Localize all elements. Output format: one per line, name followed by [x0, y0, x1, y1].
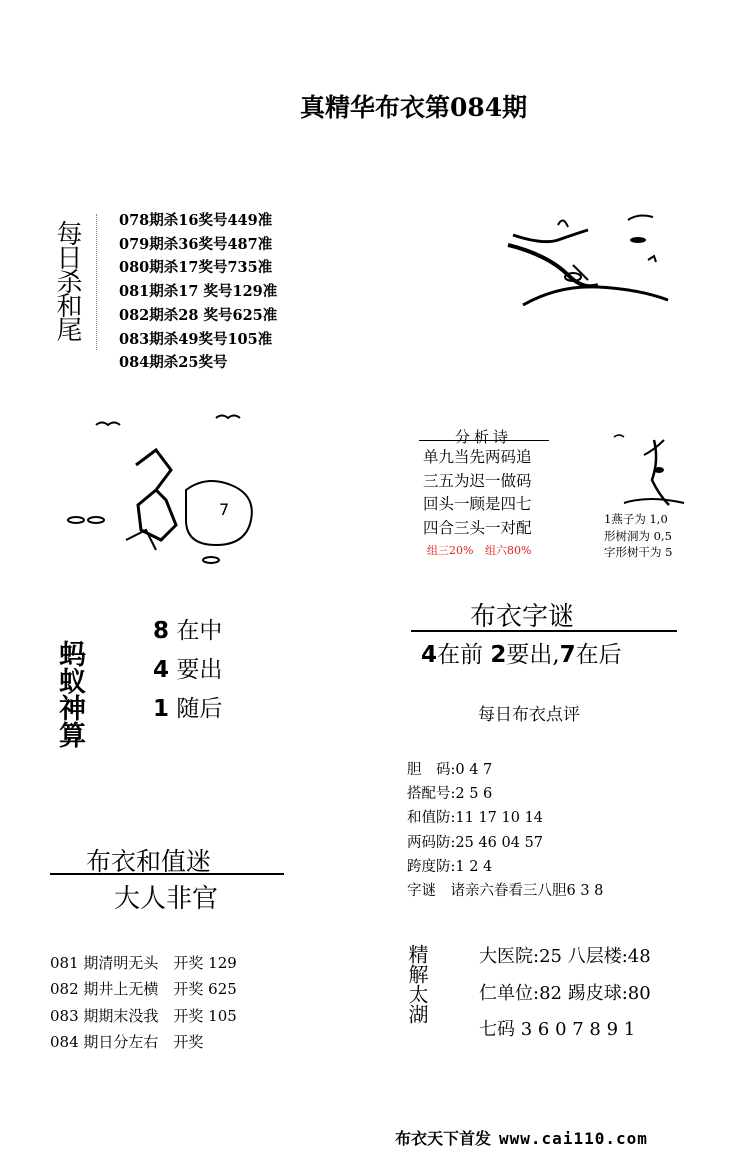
poem-title: 分析诗: [455, 428, 513, 446]
list-item: 和值防:11 17 10 14: [407, 810, 544, 827]
list-item: 083 期期末没我 开奖 105: [50, 1006, 237, 1025]
list-item: 078期杀16奖号449准: [119, 212, 273, 229]
list-item: 079期杀36奖号487准: [119, 235, 273, 253]
ant-calc-label: 蚂蚁神算: [54, 640, 85, 748]
review-list: [407, 758, 603, 903]
poem-line: 四合三头一对配: [423, 518, 532, 537]
daily-kill-list: [119, 209, 277, 375]
daily-kill-label: 每日杀和尾: [52, 220, 82, 340]
riddle-title: 布衣字谜: [470, 602, 575, 632]
list-item: 8 在中: [153, 618, 223, 644]
riddle-text: 4在前 2要出,7在后: [421, 642, 622, 668]
list-item: 082 期井上无横 开奖 625: [50, 980, 237, 999]
list-item: 大医院:25 八层楼:48: [479, 946, 651, 967]
list-item: 1 随后: [153, 696, 223, 722]
tree-illustration: [488, 205, 688, 320]
list-item: 083期杀49奖号105准: [119, 330, 273, 348]
small-tree-illustration: [604, 425, 694, 510]
ant-calc-list: [153, 612, 222, 729]
note-line: 形树洞为 0,5: [604, 528, 672, 543]
list-item: 084 期日分左右 开奖: [50, 1032, 204, 1051]
svg-text:7: 7: [219, 500, 230, 519]
list-item: 跨度防:1 2 4: [407, 858, 493, 875]
list-item: 两码防:25 46 04 57: [407, 834, 544, 851]
poem-line: 三五为迟一做码: [423, 471, 532, 490]
list-item: 080期杀17奖号735准: [119, 259, 273, 277]
list-item: 胆 码:0 4 7: [407, 762, 493, 778]
sum-riddle-title: 布衣和值迷: [86, 847, 212, 876]
footer: [395, 1126, 648, 1149]
lake-label: 精解太湖: [405, 944, 429, 1024]
list-item: 4 要出: [153, 657, 223, 683]
list-item: 081期杀17 奖号129准: [119, 283, 278, 301]
list-item: 082期杀28 奖号625准: [119, 306, 278, 324]
divider: [411, 630, 677, 632]
poem-red-note: 组三20% 组六80%: [427, 544, 532, 557]
note-line: 1燕子为 1,0: [604, 512, 668, 526]
ant-illustration: [66, 410, 286, 575]
sum-riddle-list: [50, 950, 237, 1055]
lake-list: [479, 939, 651, 1049]
list-item: 搭配号:2 5 6: [407, 786, 493, 803]
list-item: 仁单位:82 踢皮球:80: [479, 982, 651, 1004]
list-item: 七码 3 6 0 7 8 9 1: [479, 1019, 636, 1040]
list-item: 081 期清明无头 开奖 129: [50, 954, 237, 972]
divider: [419, 440, 549, 441]
note-line: 字形树干为 5: [604, 545, 673, 559]
list-item: 084期杀25奖号: [119, 354, 228, 372]
poem-line: 回头一顾是四七: [423, 495, 532, 513]
list-item: 字谜 诸亲六眷看三八胆6 3 8: [407, 883, 604, 900]
ant-notes: [604, 511, 672, 561]
footer-site-link[interactable]: www.cai110.com: [499, 1129, 648, 1148]
divider: [50, 873, 284, 875]
review-title: 每日布衣点评: [478, 705, 580, 725]
page-title: 真精华布衣第084期: [300, 93, 528, 122]
divider: [96, 214, 98, 350]
poem: [423, 446, 532, 540]
sum-riddle-answer: 大人非官: [114, 884, 219, 914]
footer-text: 布衣天下首发: [395, 1129, 492, 1148]
poem-line: 单九当先两码追: [423, 448, 532, 466]
